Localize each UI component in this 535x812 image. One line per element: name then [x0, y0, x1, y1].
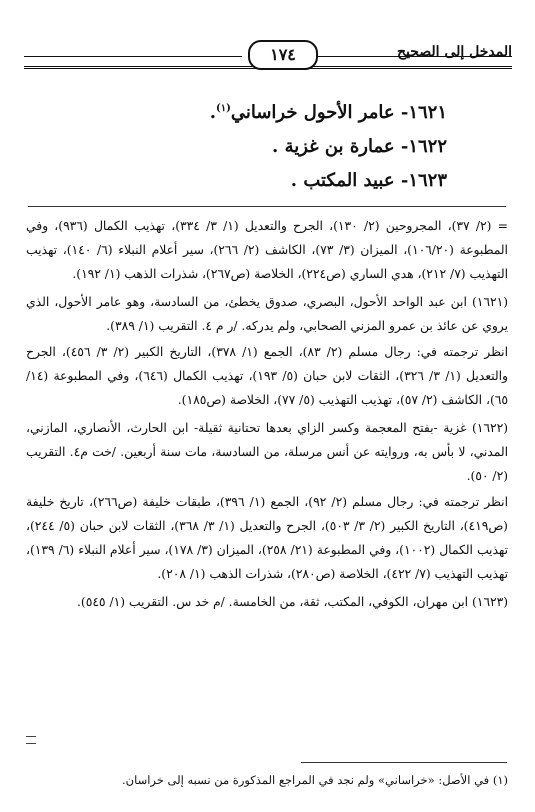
note-1621: (١٦٢١) ابن عبد الواحد الأحول، البصري، صدوق يخطئ، من السادسة، وهو عامر الأحول، الذي يروي عن عائذ بن عمرو المزني الصحابي، ولم يدركه. /ر م ٤. التقريب (١/ ٣٨٩).: [26, 295, 508, 333]
note-1623: (١٦٢٣) ابن مهران، الكوفي، المكتب، ثقة، من الخامسة. /م خد س. التقريب (١/ ٥٤٥).: [77, 595, 508, 609]
note-continuation: = (٢/ ٣٧)، المجروحين (٢/ ١٣٠)، الجرح والتعديل (١/ ٣/ ٣٣٤)، تهذيب الكمال (٩٣٦)، وفي المطبوعة (١٠٦/٢٠)، الميزان (٣/ ٧٣)، الكاشف (٢/ ٢٦٦)، سير أعلام النبلاء (٦/ ١٤٠)، تهذيب التهذيب (٧/ ٢١٢)، هدي الساري (ص٢٢٤)، الخلاصة (ص٢٦٧)، شذرات الذهب (١/ ١٩٢).: [26, 219, 508, 281]
note-1622: (١٦٢٢) غزية -بفتح المعجمة وكسر الزاي بعدها تحتانية ثقيلة- ابن الحارث، الأنصاري، المازني، المدني، لا بأس به، وروايته عن أنس مرسلة، من السادسة، مات سنة أربعين. /خت م٤. التقريب (٢/ ٥٠).: [26, 421, 508, 483]
note-1621-sources: انظر ترجمته في: رجال مسلم (٢/ ٨٣)، الجمع (١/ ٣٧٨)، التاريخ الكبير (٢/ ٣/ ٤٥٦)، الجرح والتعديل (١/ ٣/ ٣٢٦)، الثقات لابن حبان (٥/ ١٩٣)، تهذيب الكمال (٦٤٦)، وفي المطبوعة (١٤/ ٦٥)، الكاشف (٢/ ٥٧)، تهذيب التهذيب (٥/ ٧٧)، الخلاصة (ص١٨٥).: [26, 345, 509, 407]
narrator-entries: [67, 92, 447, 198]
entry-1621: [67, 92, 447, 130]
equals-mark: [26, 736, 36, 744]
page-number: ١٧٤: [248, 40, 318, 70]
footnote: (١) في الأصل: «خراساني» ولم نجد في المراجع المذكورة من نسبه إلى خراسان.: [121, 773, 508, 787]
entry-tail: .: [209, 102, 216, 123]
header-rule-left: [24, 56, 242, 57]
commentary-notes: [26, 214, 508, 616]
footnote-marker: (١): [216, 103, 231, 114]
footnote-rule: [301, 762, 507, 763]
entry-text: ١٦٢١- عامر الأحول خراساني: [230, 102, 447, 123]
note-1622-sources: انظر ترجمته في: رجال مسلم (٢/ ٩٢)، الجمع (١/ ٣٩٦)، طبقات خليفة (ص٢٦٦)، تاريخ خليفة (ص٤١٩)، التاريخ الكبير (٢/ ٣/ ٥٠٣)، الجرح والتعديل (١/ ٣/ ٣٦٨)، الثقات لابن حبان (٥/ ٢٤٤)، تهذيب الكمال (١٠٠٢)، وفي المطبوعة (٢١/ ٢٥٨)، الميزان (٣/ ١٧٨)، سير أعلام النبلاء (٦/ ١٣٩)، تهذيب التهذيب (٧/ ٤٢٢)، الخلاصة (ص٢٨٠)، شذرات الذهب (١/ ٢٠٨).: [26, 495, 508, 581]
running-title: المدخل إلى الصحيح: [396, 44, 512, 60]
entry-1623: [67, 164, 447, 198]
entry-text: ١٦٢٣- عبيد المكتب .: [290, 170, 447, 191]
entry-text: ١٦٢٢- عمارة بن غزية .: [272, 136, 447, 157]
entry-1622: [67, 130, 447, 164]
page-header: [24, 38, 512, 72]
notes-separator: [28, 206, 506, 207]
